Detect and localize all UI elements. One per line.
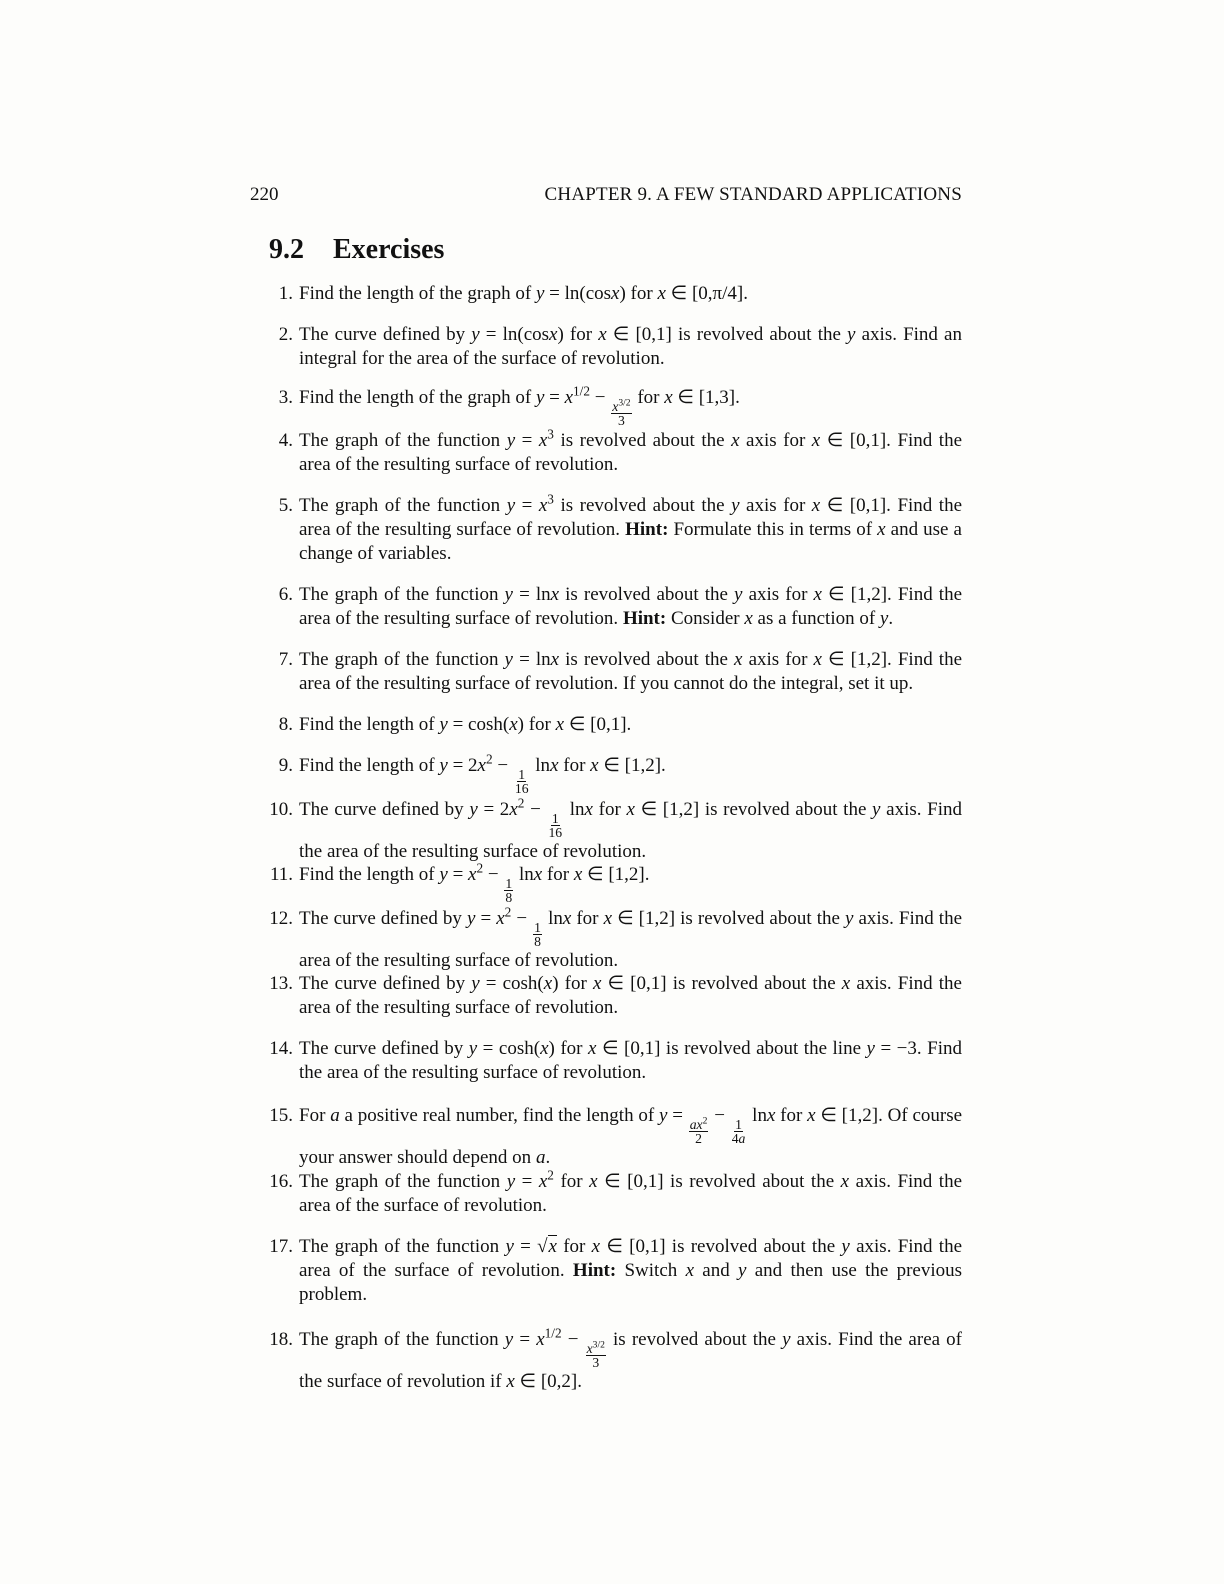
- exercise-text: Find the length of the graph of $y = x^{1/2}$ − $\frac{x^{3/2}}{3}$ for x ∈ [1,3].: [299, 383, 740, 429]
- exercise-text: The curve defined by $y = 2x^2$ − $\frac{1}{16}$ lnx for x ∈ [1,2] is revolved about the y axis. Find the area of the resulting surface of revolution.: [299, 795, 963, 862]
- exercise-item: [269, 1167, 963, 1218]
- exercise-text: The graph of the function $y = x^3$ is revolved about the y axis for x ∈ [0,1]. Find the area of the resulting surface of revolution. Hint: Formulate this in terms of x and use a change of variables.: [299, 491, 963, 564]
- exercise-number: 8.: [278, 714, 293, 735]
- exercise-item: [278, 383, 962, 429]
- exercise-text: The curve defined by y = ln(cosx) for x ∈ [0,1] is revolved about the y axis. Find an integral for the area of the surface of revolution.: [299, 324, 962, 369]
- exercise-number: 11.: [269, 864, 293, 885]
- exercise-number: 1.: [278, 283, 293, 304]
- exercise-item: [269, 972, 962, 1020]
- exercise-item: [269, 795, 963, 864]
- exercise-number: 14.: [269, 1038, 293, 1059]
- section-title: Exercises: [333, 234, 445, 265]
- exercise-item: [278, 583, 962, 631]
- exercise-item: [278, 751, 962, 797]
- exercise-text: Find the length of $y = 2x^2$ − $\frac{1}{16}$ lnx for x ∈ [1,2].: [299, 751, 666, 797]
- exercise-item: [269, 904, 963, 973]
- exercise-text: The curve defined by $y = x^2$ − $\frac{1}{8}$ lnx for x ∈ [1,2] is revolved about the y axis. Find the area of the resulting surface of revolution.: [299, 904, 963, 971]
- exercise-text: Find the length of $y = x^2$ − $\frac{1}{8}$ lnx for x ∈ [1,2].: [299, 860, 650, 906]
- exercise-text: The graph of the function $y = x^{1/2}$ − $\frac{x^{3/2}}{3}$ is revolved about the y axis. Find the area of the surface of revolution if x ∈ [0,2].: [299, 1325, 963, 1392]
- exercise-text: The curve defined by y = cosh(x) for x ∈ [0,1] is revolved about the x axis. Find the area of the resulting surface of revolution.: [299, 973, 962, 1018]
- exercise-number: 13.: [269, 973, 293, 994]
- section-number: 9.2: [269, 234, 304, 265]
- exercise-number: 18.: [269, 1329, 293, 1350]
- exercise-item: [269, 1104, 963, 1170]
- exercise-number: 17.: [269, 1236, 293, 1257]
- exercise-item: [278, 648, 962, 696]
- exercise-item: [269, 860, 962, 906]
- exercise-item: [278, 713, 962, 737]
- exercise-item: [269, 1037, 962, 1085]
- exercise-item: [278, 323, 962, 371]
- exercise-text: Find the length of the graph of y = ln(cosx) for x ∈ [0,π/4].: [299, 283, 748, 304]
- exercise-number: 16.: [269, 1171, 293, 1192]
- exercise-item: [278, 491, 963, 566]
- exercise-item: [269, 1325, 963, 1394]
- section-heading: [269, 234, 444, 266]
- exercise-number: 2.: [278, 324, 293, 345]
- exercise-text: The graph of the function y = lnx is revolved about the x axis for x ∈ [1,2]. Find the area of the resulting surface of revolution. If you cannot do the integral, set it up.: [299, 649, 962, 694]
- exercise-item: [278, 282, 962, 306]
- exercise-number: 9.: [278, 755, 293, 776]
- exercise-text: The graph of the function y = lnx is revolved about the y axis for x ∈ [1,2]. Find the area of the resulting surface of revolution. Hint: Consider x as a function of y.: [299, 584, 962, 629]
- exercise-number: 3.: [278, 387, 293, 408]
- exercise-item: [269, 1235, 963, 1307]
- exercise-text: Find the length of y = cosh(x) for x ∈ [0,1].: [299, 714, 632, 735]
- exercise-text: The graph of the function $y = x^2$ for x ∈ [0,1] is revolved about the x axis. Find the area of the surface of revolution.: [299, 1167, 963, 1216]
- exercise-number: 10.: [269, 799, 293, 820]
- exercise-text: The graph of the function $y = x^3$ is revolved about the x axis for x ∈ [0,1]. Find the area of the resulting surface of revolution.: [299, 426, 963, 475]
- running-head: CHAPTER 9. A FEW STANDARD APPLICATIONS: [544, 184, 962, 205]
- exercise-item: [278, 426, 963, 477]
- exercise-text: The graph of the function y = √x for x ∈ [0,1] is revolved about the y axis. Find the area of the surface of revolution. Hint: Switch x and y and then use the previous problem.: [299, 1236, 963, 1305]
- exercise-text: For a a positive real number, find the length of y = $\frac{ax^2}{2}$ − $\frac{1}{4a}$ lnx for x ∈ [1,2]. Of course your answer should depend on a.: [299, 1105, 963, 1168]
- exercise-number: 12.: [269, 908, 293, 929]
- exercise-number: 6.: [278, 584, 293, 605]
- exercise-number: 7.: [278, 649, 293, 670]
- exercise-text: The curve defined by y = cosh(x) for x ∈ [0,1] is revolved about the line y = −3. Find the area of the resulting surface of revolution.: [299, 1038, 962, 1083]
- exercise-number: 5.: [278, 495, 293, 516]
- exercise-number: 4.: [278, 430, 293, 451]
- exercise-number: 15.: [269, 1105, 293, 1126]
- page-number: 220: [250, 184, 279, 205]
